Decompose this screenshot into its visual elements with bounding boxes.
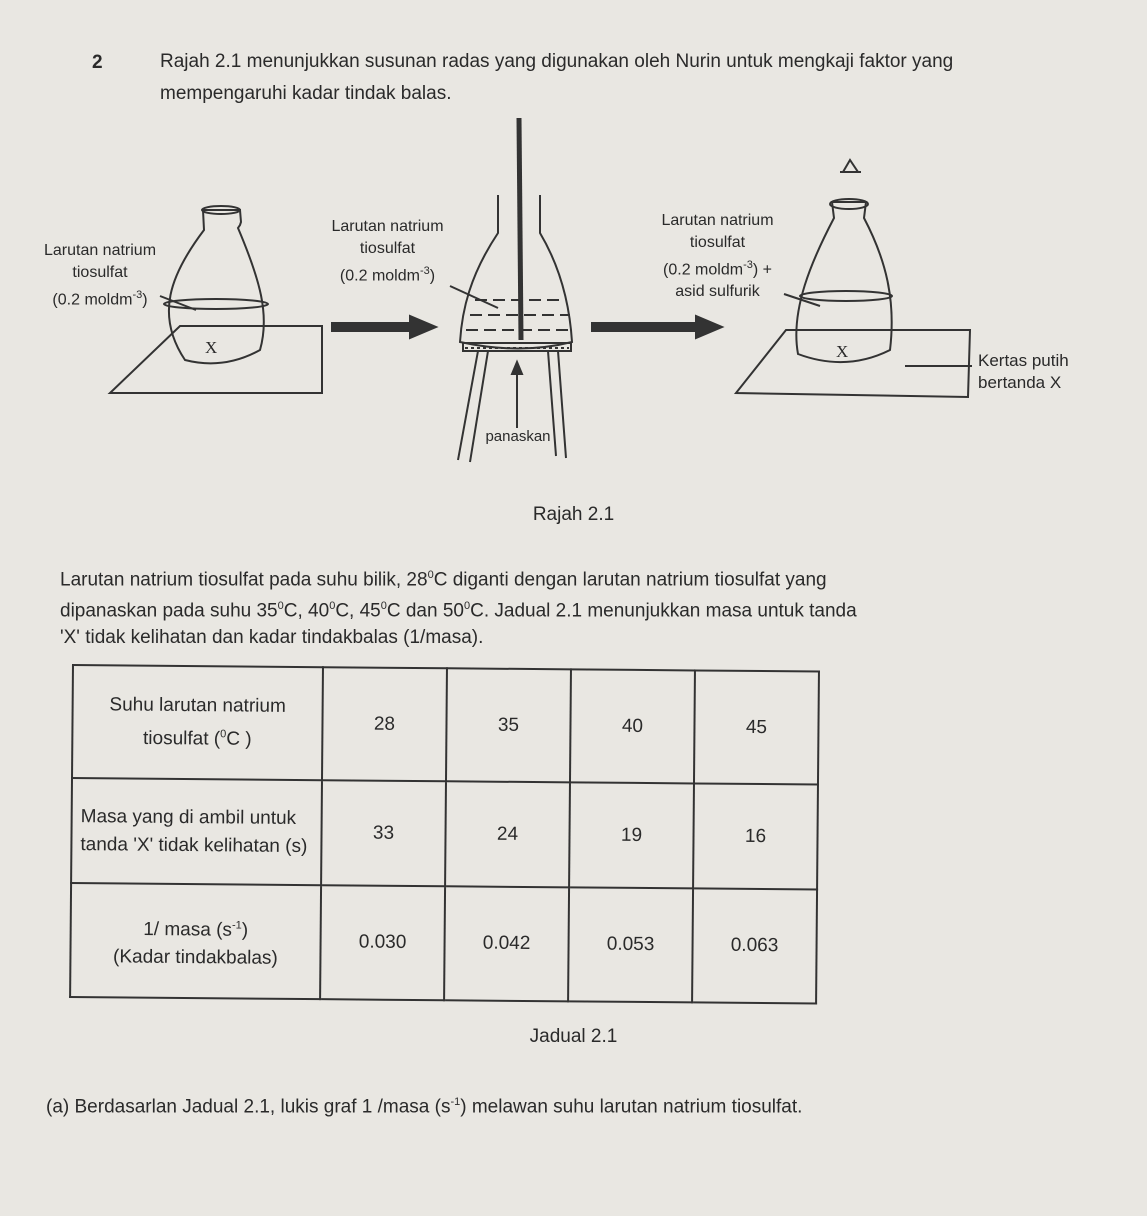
temperature-header: Suhu larutan natrium tiosulfat ($^0$C ) (72, 665, 323, 781)
question-intro: Rajah 2.1 menunjukkan susunan radas yang digunakan oleh Nurin untuk mengkaji faktor yang mempengaruhi kadar tindak balas. (160, 51, 954, 104)
rate-cell: 0.063 (692, 889, 817, 1004)
heat-label: panaskan (485, 428, 551, 445)
time-cell: 33 (321, 781, 446, 887)
figure-caption: Rajah 2.1 (532, 504, 615, 525)
left-mark-x: X (205, 338, 218, 357)
rate-cell: 0.030 (320, 886, 445, 1001)
right-solution-surface (800, 291, 892, 301)
right-conical-flask (796, 202, 891, 362)
rate-header: 1/ masa $(s^{-1})$ (Kadar tindakbalas) (70, 883, 321, 999)
time-cell: 16 (693, 784, 818, 890)
temperature-cell: 45 (694, 670, 819, 785)
middle-conical-flask (460, 195, 572, 349)
time-header: Masa yang di ambil untuk tanda 'X' tidak kelihatan (s) (71, 778, 322, 885)
left-solution-label: Larutan natrium tiosulfat (0.2 moldm$^{-3}$) (43, 242, 157, 309)
description-paragraph: Larutan natrium tiosulfat pada suhu bilik, $28^0C$ diganti dengan larutan natrium tiosulfat yang dipanaskan pada suhu $35^0C$, $40^0C$, $45^0C$ dan $50^0C$. Jadual 2.1 menunjukkan masa untuk tanda 'X' tidak kelihatan dan kadar tindakbalas (1/masa). (60, 569, 857, 648)
paper-label: Kertas putih bertanda X (978, 351, 1069, 392)
results-table (69, 664, 820, 1005)
rate-cell: 0.053 (568, 888, 693, 1003)
table-row-temperature (72, 665, 819, 785)
temperature-cell: 28 (322, 667, 447, 782)
left-white-paper (110, 326, 322, 393)
arrow-left (332, 316, 436, 338)
question-part-a: (a) Berdasarlan Jadual 2.1, lukis graf 1 /masa $(s^{-1})$ melawan suhu larutan natrium tiosulfat. (46, 1096, 803, 1118)
rate-cell: 0.042 (444, 887, 569, 1002)
stopper-icon (840, 160, 861, 172)
thermometer (519, 118, 521, 340)
question-number: 2 (92, 52, 103, 73)
right-mark-x: X (836, 342, 849, 361)
arrow-right (592, 316, 722, 338)
time-cell: 19 (569, 783, 694, 889)
temperature-cell: 40 (570, 669, 695, 784)
table-caption: Jadual 2.1 (529, 1026, 618, 1047)
table-row-rate (70, 883, 817, 1003)
right-white-paper (736, 330, 970, 397)
middle-solution-label: Larutan natrium tiosulfat (0.2 moldm$^{-3}$) (331, 218, 444, 285)
temperature-cell: 35 (446, 668, 571, 783)
right-flask-mouth (830, 199, 868, 209)
time-cell: 24 (445, 782, 570, 888)
table-row-time (71, 778, 818, 890)
middle-label-pointer (450, 286, 498, 308)
right-solution-label: Larutan natrium tiosulfat (0.2 moldm$^{-3}$) + asid sulfurik (661, 212, 774, 301)
